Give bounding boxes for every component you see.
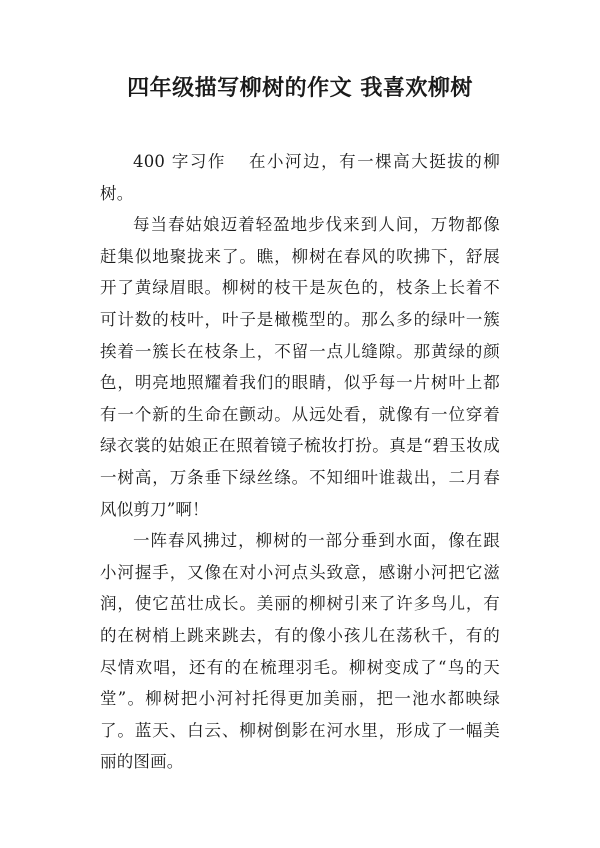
paragraph-1-text: 在小河边，有一棵高大挺拔的柳树。 — [100, 152, 500, 203]
document-body — [100, 146, 500, 778]
paragraph-1 — [100, 146, 500, 209]
lead-label: 400 字习作 — [133, 152, 226, 171]
paragraph-2: 每当春姑娘迈着轻盈地步伐来到人间，万物都像赶集似地聚拢来了。瞧，柳树在春风的吹拂下，舒展开了黄绿眉眼。柳树的枝干是灰色的，枝条上长着不可计数的枝叶，叶子是橄榄型的。那么多的绿叶一簇挨着一簇长在枝条上，不留一点儿缝隙。那黄绿的颜色，明亮地照耀着我们的眼睛，似乎每一片树叶上都有一个新的生命在颤动。从远处看，就像有一位穿着绿衣裳的姑娘正在照着镜子梳妆打扮。真是“碧玉妆成一树高，万条垂下绿丝绦。不知细叶谁裁出，二月春风似剪刀”啊！ — [100, 215, 500, 519]
paragraph-3: 一阵春风拂过，柳树的一部分垂到水面，像在跟小河握手，又像在对小河点头致意，感谢小河把它滋润，使它茁壮成长。美丽的柳树引来了许多鸟儿，有的在树梢上跳来跳去，有的像小孩儿在荡秋千，有的尽情欢唱，还有的在梳理羽毛。柳树变成了“鸟的天堂”。柳树把小河衬托得更加美丽，把一池水都映绿了。蓝天、白云、柳树倒影在河水里，形成了一幅美丽的图画。 — [100, 531, 500, 772]
document-title: 四年级描写柳树的作文 我喜欢柳树 — [127, 76, 473, 101]
